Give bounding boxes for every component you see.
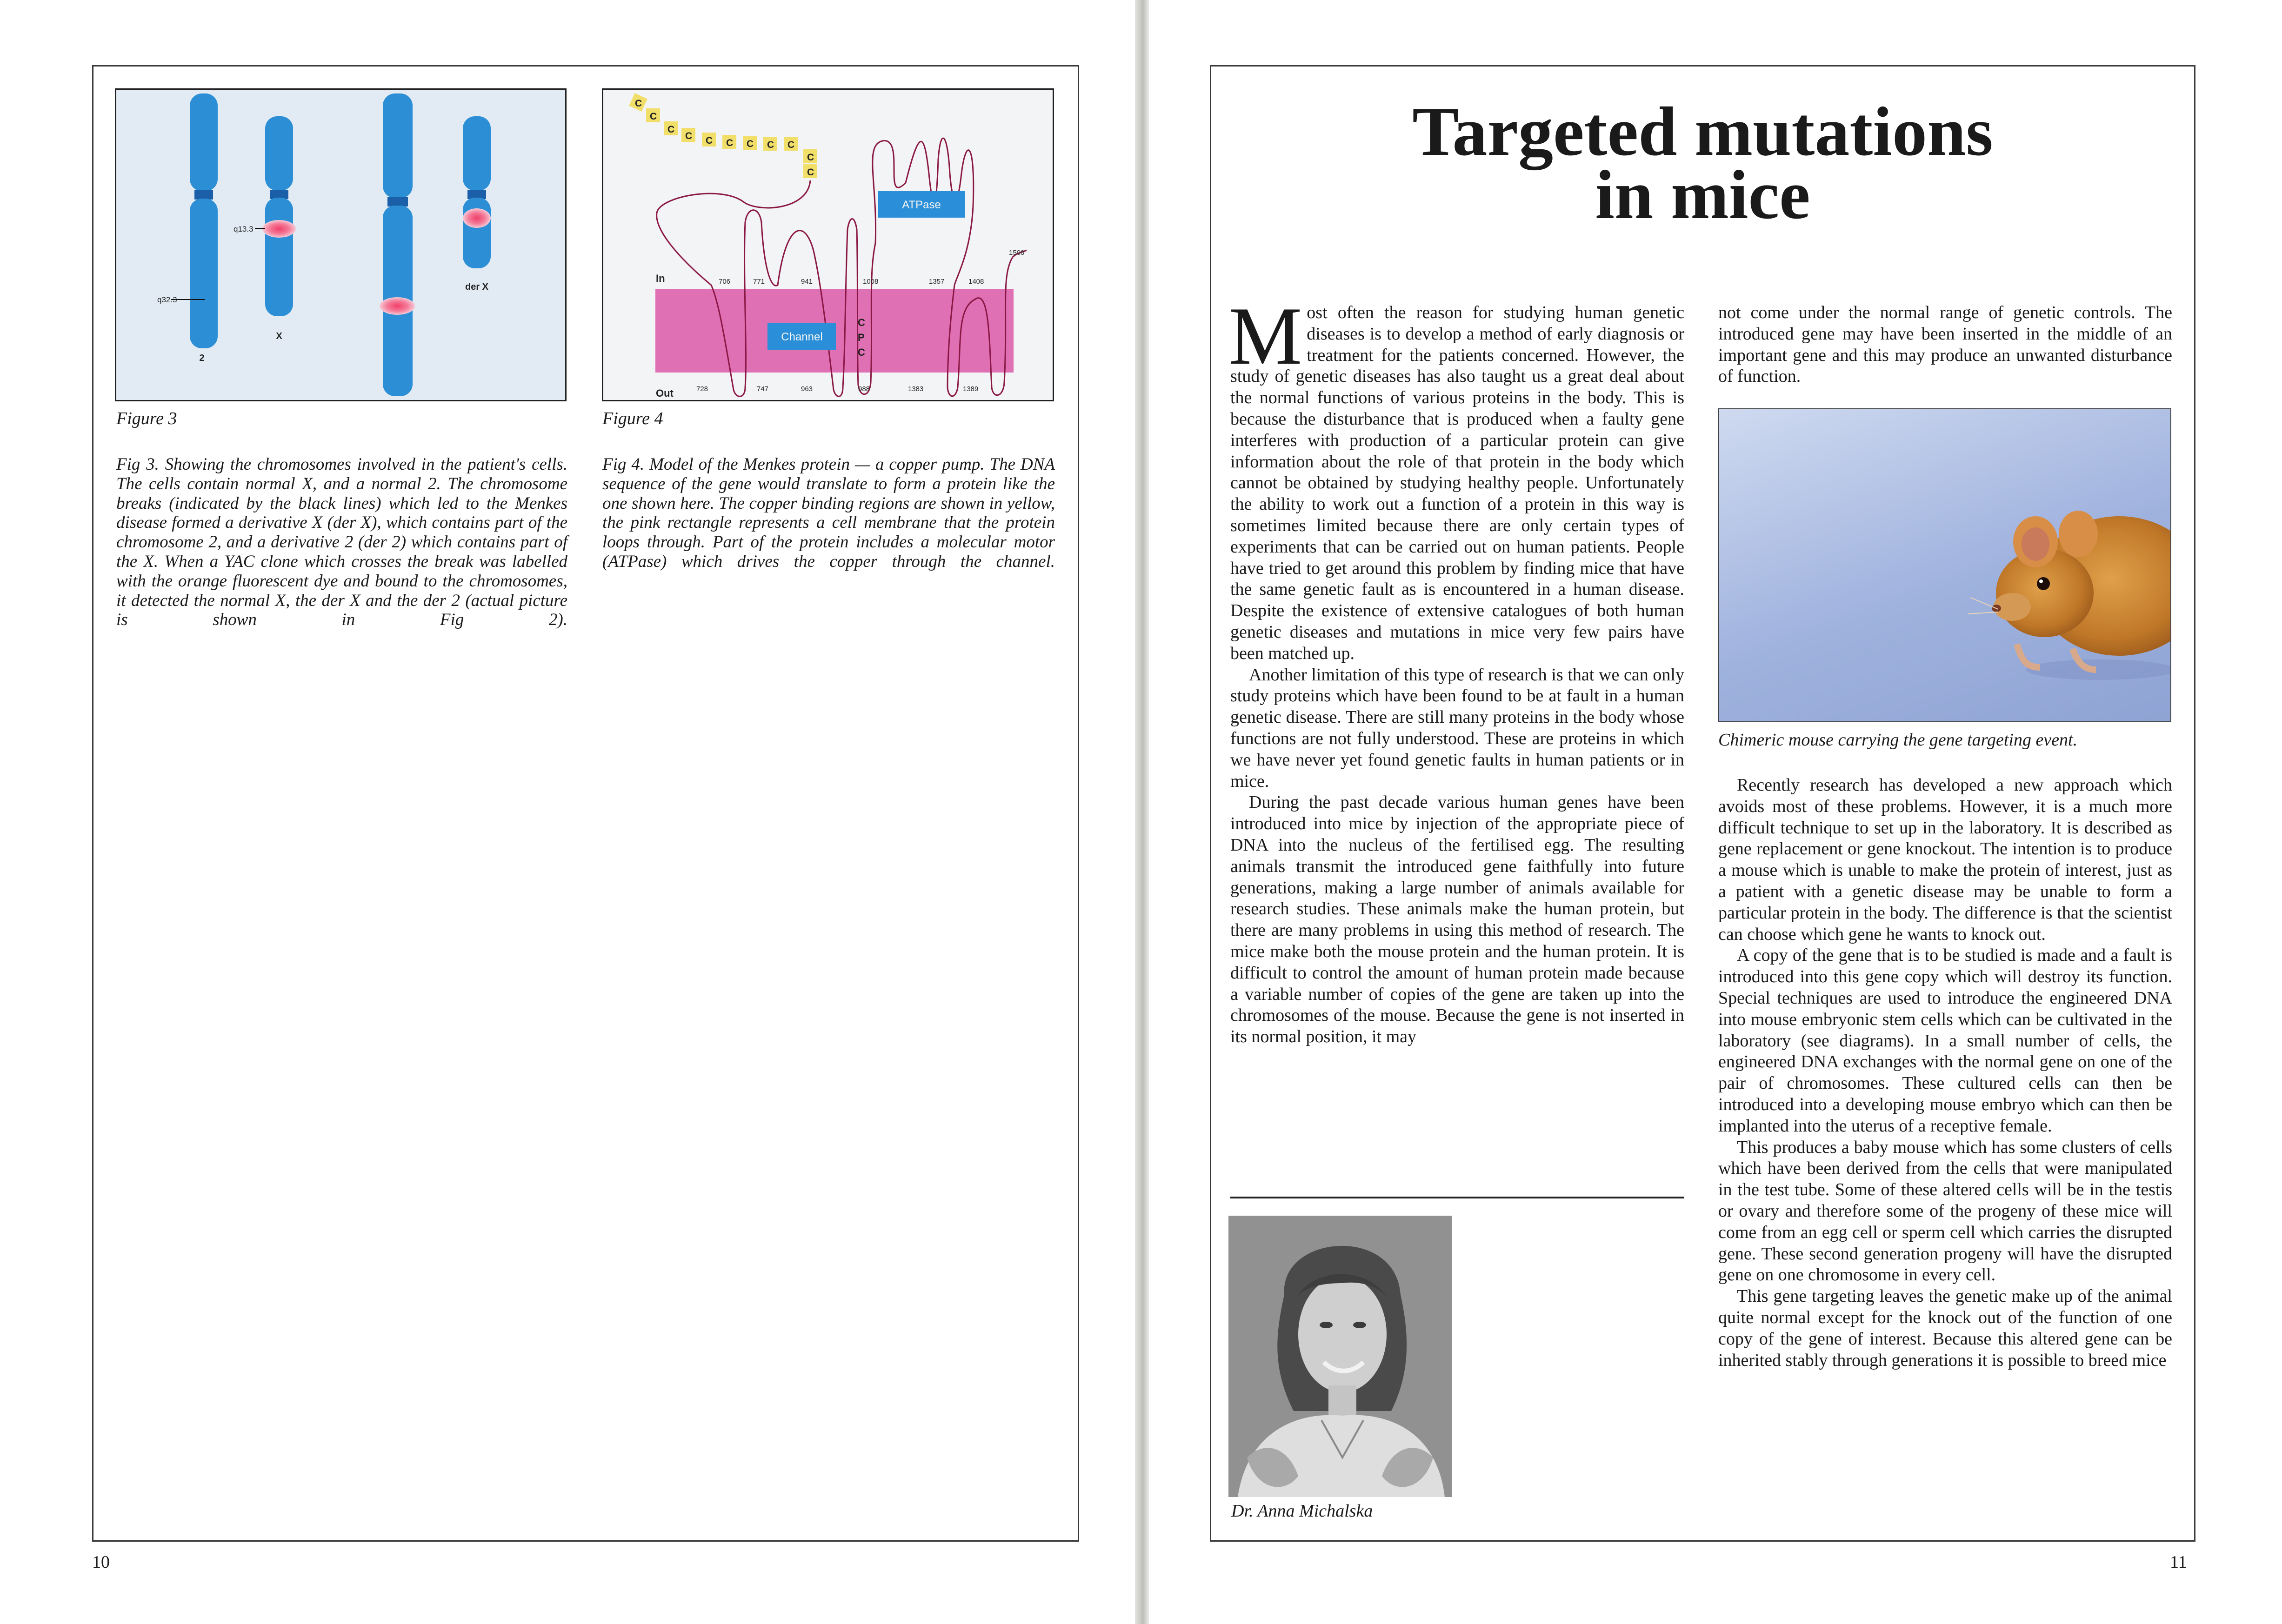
protein-svg (603, 90, 1053, 400)
cpc-c1: C (858, 317, 865, 328)
copper-bead: C (807, 167, 814, 178)
mouse-image (1719, 409, 2170, 721)
copper-bead: C (726, 138, 734, 148)
chromosome-2 (171, 93, 218, 348)
label-chr-2: 2 (199, 353, 205, 363)
paragraph-7: This gene targeting leaves the genetic make up of the animal quite normal except for the knock out of the function of one copy of the gene of interest. Because this altered gene can be inherited stably through generations it is possible to breed mice (1718, 1286, 2172, 1370)
copper-bead: C (747, 139, 754, 149)
residue-number: 1500 (1009, 249, 1025, 257)
residue-number: 988 (858, 385, 870, 393)
chromosome-svg (116, 90, 565, 400)
label-q13-3: q13.3 (234, 225, 254, 233)
chromosome-x (262, 116, 296, 316)
copper-bead: C (685, 131, 693, 141)
residue-number: 728 (696, 385, 708, 393)
side-in-label: In (656, 273, 665, 284)
paragraph-1-text: ost often the reason for studying human genetic diseases is to develop a method of early diagnosis or treatment for the patients concerned. However, the study of genetic diseases has also taught us a great deal about the normal functions of various proteins in the body. This is because the disturbance that is produced when a faulty gene interferes with production of a particular protein can give information about the role of that protein in the body which cannot be obtained by studying healthy people. Unfortunately the ability to work out a function of a protein in this way is sometimes limited because there are only certain types of experiments that can be carried out on human patients. People have tried to get around this problem by finding mice that have the same genetic fault as is encountered in a human disease. Despite the existence of extensive catalogues of both human genetic diseases and mutations in mice very few pairs have been matched up. (1230, 303, 1684, 663)
article-column-1 (1228, 290, 1684, 1048)
copper-bead: C (787, 140, 795, 150)
paragraph-3: During the past decade various human genes have been introduced into mice by injection of the appropriate piece of DNA into the nucleus of the fertilised egg. The resulting animals transmit the introduced gene faithfully into future generations, making a large number of animals available for research studies. These animals make the human protein, but there are many problems in using this method of research. The mice make both the mouse protein and the human protein. It is difficult to control the amount of human protein made because a variable number of copies of the gene are taken up into the chromosomes of the mouse. Because the gene is not inserted in its normal position, it may (1230, 792, 1684, 1047)
copper-bead: C (635, 98, 642, 109)
article-title-line2: in mice (1595, 156, 1810, 233)
copper-bead: C (767, 140, 774, 150)
residue-number: 963 (801, 385, 813, 393)
paragraph-2: Another limitation of this type of research is that we can only study proteins which have been found to be at fault in a human genetic disease. There are still many proteins in the body whose functions are not fully understood. These are proteins in which we have never yet found genetic faults in human patients or in mice. (1230, 665, 1684, 791)
page-number-left: 10 (92, 1552, 110, 1572)
figure-3-label: Figure 3 (116, 409, 177, 428)
residue-number: 747 (757, 385, 769, 393)
atpase-label: ATPase (902, 199, 941, 211)
label-q32-3: q32.3 (157, 295, 177, 304)
figure-4-menkes-protein-model (602, 88, 1054, 401)
figure-4-caption: Fig 4. Model of the Menkes protein — a copper pump. The DNA sequence of the gene would translate to form a protein like the one shown here. The copper binding regions are shown in yellow, the pink rectangle represents a cell membrane that the protein loops through. Part of the protein includes a molecular motor (ATPase) which drives the copper through the channel. (602, 455, 1055, 571)
book-gutter (1135, 0, 1149, 1624)
copper-bead: C (667, 124, 675, 135)
figure-4-label: Figure 4 (602, 409, 663, 428)
residue-number: 941 (801, 278, 813, 286)
copper-bead: C (807, 152, 814, 163)
channel-label: Channel (781, 331, 823, 343)
residue-number: 1389 (963, 385, 979, 393)
article-column-2-bottom (1718, 775, 2172, 1371)
drop-cap: M (1228, 290, 1302, 382)
portrait-caption: Dr. Anna Michalska (1231, 1501, 1373, 1521)
cpc-c2: C (858, 346, 865, 358)
paragraph-continued: not come under the normal range of genetic controls. The introduced gene may have been inserted in the middle of an important gene and this may produce an unwanted disturbance of function. (1718, 303, 2172, 386)
article-column-2-top (1718, 302, 2172, 387)
page-number-right: 11 (2170, 1552, 2187, 1572)
cpc-p: P (858, 332, 865, 343)
portrait-image (1228, 1216, 1452, 1497)
article-title-line1: Targeted mutations (1412, 93, 1993, 170)
label-der-x: der X (465, 282, 489, 292)
copper-binding-chain (629, 93, 817, 178)
column-divider-rule (1230, 1197, 1684, 1198)
portrait-photo (1228, 1216, 1452, 1497)
chimeric-mouse-photo (1718, 408, 2171, 722)
chromosome-der-2 (380, 93, 415, 396)
paragraph-4: Recently research has developed a new approach which avoids most of these problems. However, it is a much more difficult technique to set up in the laboratory. It is described as gene replacement or gene knockout. The intention is to produce a mouse which is unable to make the protein of interest, just as a patient with a genetic disease may be unable to form a particular protein in the body. The difference is that the scientist can choose which gene he wants to knock out. (1718, 775, 2172, 944)
residue-number: 1008 (863, 278, 879, 286)
residue-number: 771 (753, 278, 765, 286)
figure-3-caption: Fig 3. Showing the chromosomes involved in the patient's cells. The cells contain normal X, and a normal 2. The chromosome breaks (indicated by the black lines) which led to the Menkes disease formed a derivative X (der X), which contains part of the chromosome 2, and a derivative 2 (der 2) which contains part of the X. When a YAC clone which crosses the break was labelled with the orange fluorescent dye and bound to the chromosomes, it detected the normal X, the der X and the der 2 (actual picture is shown in Fig 2). (116, 455, 567, 630)
side-out-label: Out (656, 387, 674, 399)
mouse-photo-caption: Chimeric mouse carrying the gene targeting event. (1718, 730, 2078, 750)
residue-number: 1408 (968, 278, 984, 286)
paragraph-1 (1228, 290, 1684, 665)
residue-number: 1357 (929, 278, 945, 286)
residue-number: 1383 (908, 385, 924, 393)
residue-number: 706 (719, 278, 731, 286)
article-title (1261, 93, 2145, 233)
chromosome-der-x (463, 116, 491, 268)
paragraph-6: This produces a baby mouse which has some clusters of cells which have been derived from the cells that were manipulated in the test tube. Some of these altered cells will be in the testis or ovary and therefore some of the progeny of these mice will come from an egg cell or sperm cell which carries the disrupted gene. These second generation progeny will have the disrupted gene on one chromosome in every cell. (1718, 1137, 2172, 1285)
left-page (0, 0, 1135, 1624)
label-chr-x: X (276, 331, 282, 341)
copper-bead: C (650, 111, 657, 122)
cpc-motif (858, 317, 865, 358)
paragraph-5: A copy of the gene that is to be studied is made and a fault is introduced into this gene copy which will destroy its function. Special techniques are used to introduce the engineered DNA into mouse embryonic stem cells which can be cultivated in the laboratory (see diagrams). In a small number of cells, the engineered DNA exchanges with the normal gene on one of the pair of chromosomes. These cultured cells can then be introduced into a developing mouse embryo which can then be implanted into the uterus of a receptive female. (1718, 945, 2172, 1136)
figure-3-chromosome-diagram (115, 88, 567, 401)
copper-bead: C (706, 135, 713, 146)
